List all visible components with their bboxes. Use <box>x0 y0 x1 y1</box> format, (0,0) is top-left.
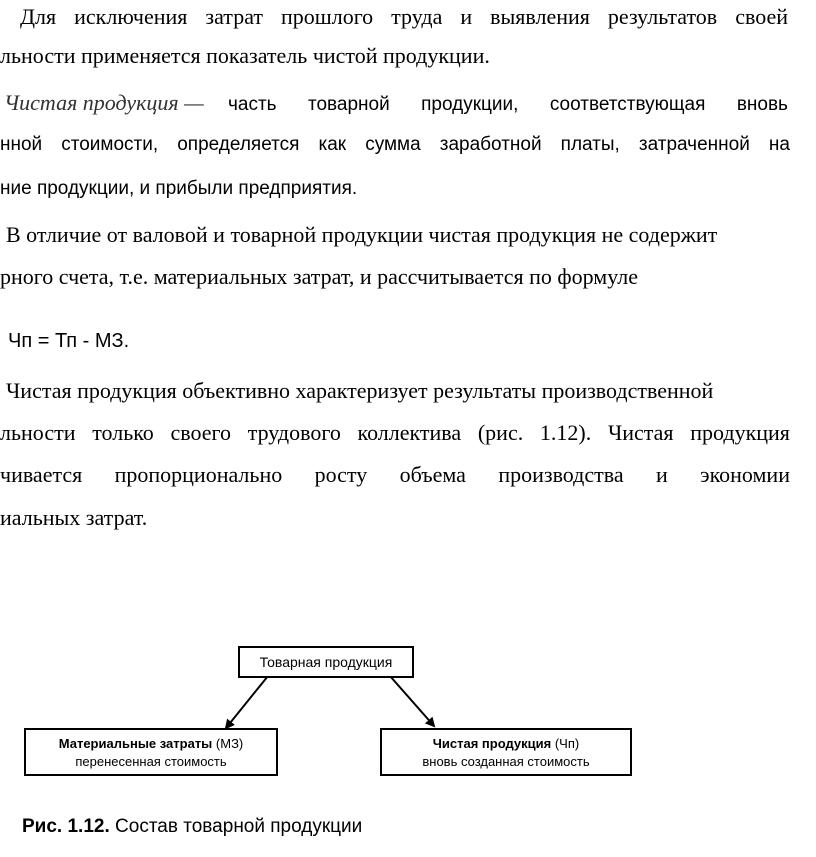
word: сумма <box>365 134 421 155</box>
word: заработной <box>439 134 542 155</box>
word: Чистая <box>607 420 674 445</box>
word: вновь <box>736 94 788 115</box>
word: только <box>92 420 154 445</box>
word: продукция <box>690 420 790 445</box>
p1-line2: льности применяется показатель чистой продукции. <box>0 43 490 68</box>
word: экономии <box>700 462 790 487</box>
diagram-top-box <box>238 646 414 678</box>
p4-line1: Чистая продукция объективно характеризует результаты производственной <box>6 378 714 403</box>
word: часть <box>228 94 277 115</box>
figure-caption <box>22 816 362 838</box>
word: трудового <box>247 420 341 445</box>
word: прошлого <box>281 4 374 29</box>
diagram-right-box <box>380 728 632 776</box>
right-box-sub: вновь созданная стоимость <box>422 754 590 769</box>
word: платы, <box>560 134 620 155</box>
diagram-left-box <box>24 728 278 776</box>
word: льности <box>0 420 76 445</box>
p4-line4: иальных затрат. <box>0 505 148 530</box>
word: своего <box>170 420 232 445</box>
word: определяется <box>177 134 300 155</box>
formula: Чп = Тп - МЗ. <box>8 330 130 352</box>
word: нной <box>0 134 43 155</box>
word: росту <box>314 462 368 487</box>
word: затраченной <box>638 134 750 155</box>
arrow-left <box>226 676 268 728</box>
word: товарной <box>307 94 390 115</box>
word: затрат <box>205 4 263 29</box>
word: стоимости, <box>61 134 159 155</box>
term-italic: Чистая продукция — <box>4 90 204 115</box>
word: результатов <box>607 4 718 29</box>
word: труда <box>391 4 443 29</box>
word: как <box>318 134 347 155</box>
word: (рис. <box>477 420 524 445</box>
top-box-label: Товарная продукция <box>259 654 393 670</box>
p2-line3: ние продукции, и прибыли предприятия. <box>0 178 358 199</box>
word: производства <box>498 462 624 487</box>
p3-line2: рного счета, т.е. материальных затрат, и рассчитывается по формуле <box>0 264 638 289</box>
word: и <box>460 4 473 29</box>
word: 1.12). <box>539 420 592 445</box>
word: объема <box>399 462 466 487</box>
word: своей <box>735 4 788 29</box>
word: коллектива <box>357 420 462 445</box>
right-box-title: Чистая продукция (Чп) <box>432 736 580 751</box>
word: и <box>655 462 668 487</box>
word: Для <box>20 4 57 29</box>
p3-line1: В отличие от валовой и товарной продукции чистая продукция не содержит <box>6 222 718 247</box>
word: чивается <box>0 462 83 487</box>
caption-text: Состав товарной продукции <box>109 816 363 837</box>
caption-label: Рис. 1.12. <box>22 816 110 837</box>
arrow-right <box>390 676 434 726</box>
word: исключения <box>74 4 188 29</box>
word: на <box>768 134 790 155</box>
word: соответствующая <box>549 94 706 115</box>
word: продукции, <box>421 94 519 115</box>
left-box-sub: перенесенная стоимость <box>75 754 227 769</box>
word: выявления <box>490 4 590 29</box>
left-box-title: Материальные затраты (МЗ) <box>58 736 244 751</box>
word: пропорционально <box>114 462 283 487</box>
